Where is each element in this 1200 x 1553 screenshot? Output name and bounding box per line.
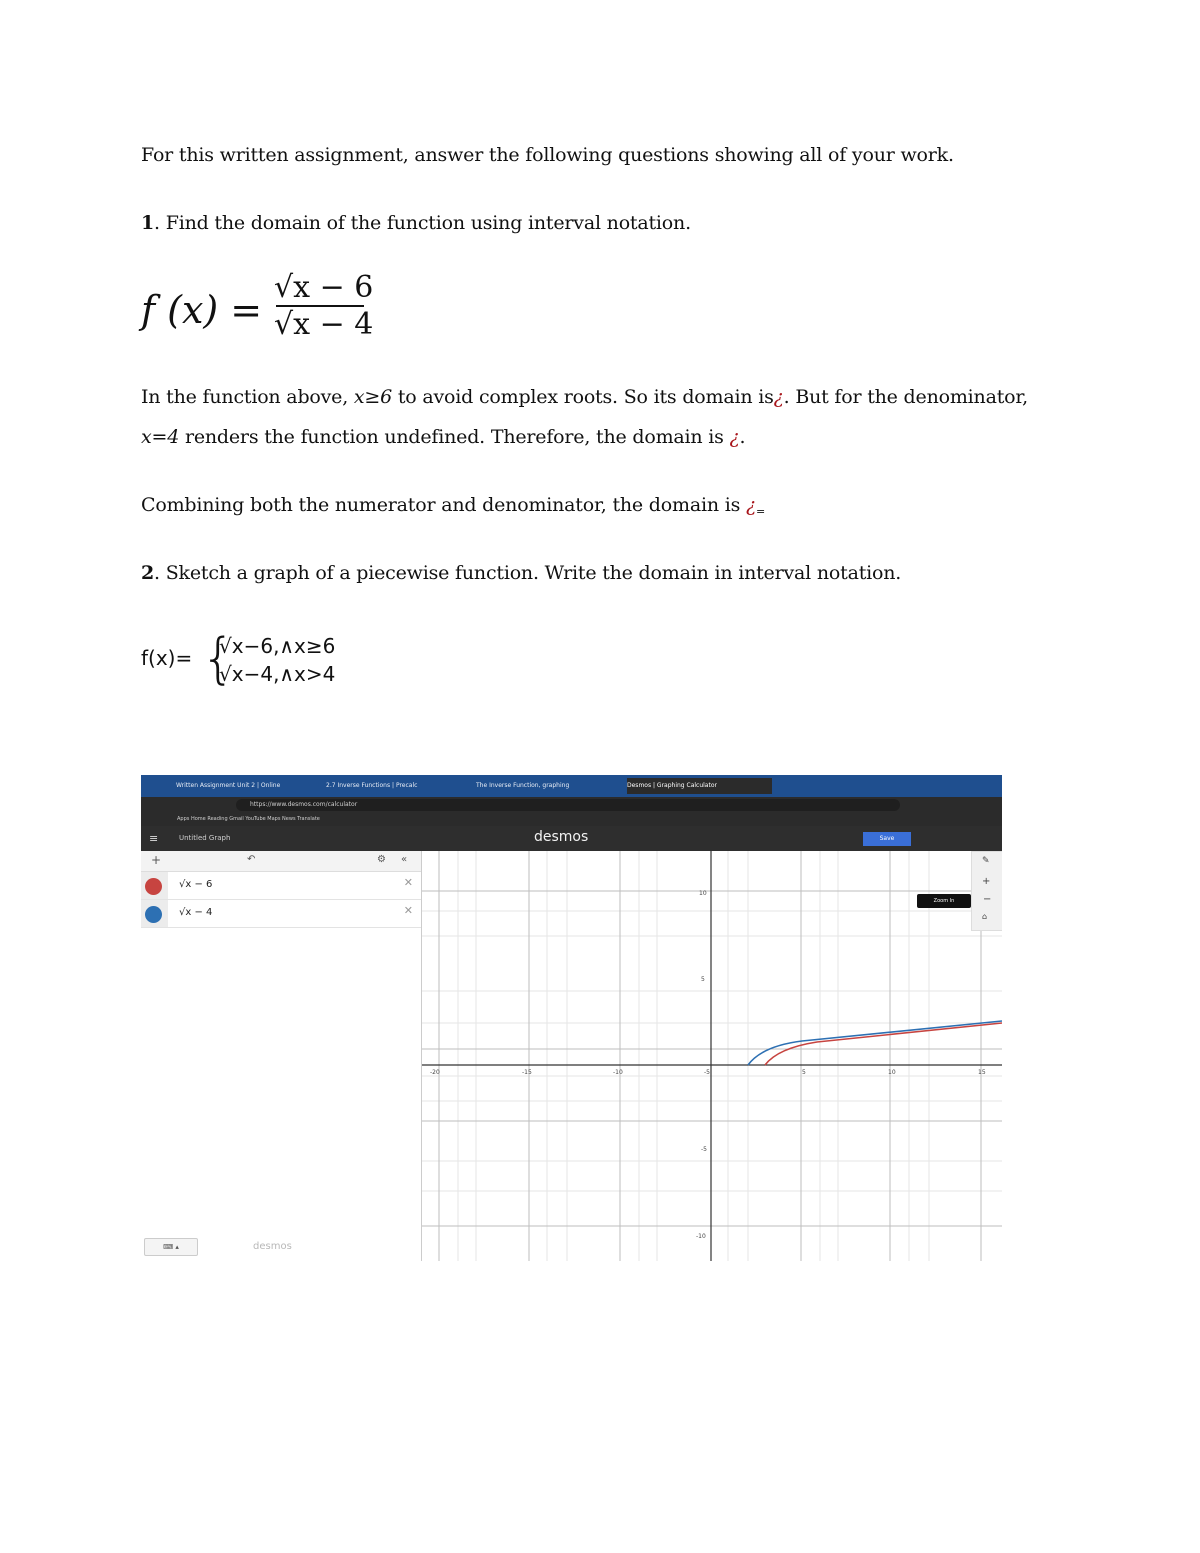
answer-1-text-f: Combining both the numerator and denominator, the domain is <box>141 494 746 516</box>
answer-1-text-g: = <box>755 505 766 518</box>
formula-2-row-2: √x−4,∧x>4 <box>219 662 336 686</box>
expression-row[interactable] <box>141 900 421 928</box>
tooltip: Zoom In <box>917 894 971 908</box>
x-tick-label: -5 <box>704 1069 710 1076</box>
missing-char-mark: ¿ <box>773 386 784 408</box>
answer-1-line-1 <box>141 386 1028 408</box>
question-2-number: 2 <box>141 562 155 584</box>
x-tick-label: -20 <box>430 1069 440 1076</box>
expression-toolbar <box>141 851 421 872</box>
formula-1-denominator: √x − 4 <box>274 307 374 342</box>
bookmarks-bar <box>141 813 1002 826</box>
formula-2-lhs: f(x)= <box>141 646 193 670</box>
gear-icon[interactable]: ⚙ <box>377 854 386 865</box>
x-tick-label: 5 <box>802 1069 806 1076</box>
question-2-text: . Sketch a graph of a piecewise function. Write the domain in interval notation. <box>154 562 902 584</box>
answer-1-text-d: renders the function undefined. Therefore, the domain is <box>179 426 730 448</box>
expression-row[interactable] <box>141 872 421 900</box>
browser-tab[interactable]: Written Assignment Unit 2 | Online <box>176 782 281 789</box>
missing-char-mark: ¿ <box>745 494 756 516</box>
y-tick-label: 10 <box>699 890 707 897</box>
answer-1-text-e: . <box>739 426 746 448</box>
home-icon[interactable]: ⌂ <box>982 912 988 921</box>
browser-tab-active[interactable]: Desmos | Graphing Calculator <box>627 778 772 794</box>
formula-1-fraction <box>274 270 374 342</box>
url-field[interactable]: https://www.desmos.com/calculator <box>236 799 900 811</box>
answer-1-text-b: to avoid complex roots. So its domain is <box>392 386 774 408</box>
desmos-header <box>141 826 1002 851</box>
browser-tab-bar <box>141 775 1002 797</box>
desmos-screenshot <box>141 775 1002 1261</box>
blue-curve-icon[interactable] <box>145 906 162 923</box>
formula-1-numerator: √x − 6 <box>274 270 374 305</box>
x-tick-label: 10 <box>888 1069 896 1076</box>
answer-1-line-2 <box>141 426 745 448</box>
question-1-number: 1 <box>141 212 155 234</box>
graph-canvas[interactable] <box>422 851 1002 1261</box>
zoom-in-icon[interactable]: + <box>982 876 991 887</box>
graph-title[interactable]: Untitled Graph <box>179 834 231 842</box>
bookmarks-text[interactable]: Apps Home Reading Gmail YouTube Maps News Translate <box>177 816 320 822</box>
close-icon[interactable]: ✕ <box>403 904 413 917</box>
menu-icon[interactable]: ≡ <box>149 832 159 845</box>
formula-2-row-1: √x−6,∧x≥6 <box>219 634 336 658</box>
x-tick-label: -15 <box>522 1069 532 1076</box>
y-tick-label: -5 <box>701 1146 707 1153</box>
question-1-text: . Find the domain of the function using interval notation. <box>154 212 691 234</box>
zoom-controls <box>971 851 1002 931</box>
zoom-out-icon[interactable]: − <box>983 894 992 905</box>
undo-icon[interactable]: ↶ <box>247 854 256 865</box>
answer-1-line-3 <box>141 494 765 518</box>
question-1-heading <box>141 212 691 234</box>
answer-1-condition: x≥6 <box>353 386 393 408</box>
y-tick-label: -10 <box>696 1233 706 1240</box>
expression-2[interactable]: √x − 4 <box>179 907 213 918</box>
answer-1-condition-2: x=4 <box>141 426 180 448</box>
address-bar <box>141 797 1002 813</box>
missing-char-mark: ¿ <box>729 426 740 448</box>
formula-1-lhs: f (x) = <box>141 288 263 332</box>
close-icon[interactable]: ✕ <box>403 876 413 889</box>
intro-text: For this written assignment, answer the following questions showing all of your work. <box>141 144 954 166</box>
wrench-icon[interactable]: ✎ <box>982 856 990 866</box>
collapse-icon[interactable]: « <box>401 854 408 865</box>
x-tick-label: -10 <box>613 1069 623 1076</box>
expression-1[interactable]: √x − 6 <box>179 879 213 890</box>
browser-tab[interactable]: 2.7 Inverse Functions | Precalc <box>326 782 418 789</box>
expression-panel <box>141 851 422 1261</box>
question-2-heading <box>141 562 901 584</box>
answer-1-text-a: In the function above, <box>141 386 349 408</box>
add-icon[interactable]: + <box>151 853 162 867</box>
keyboard-icon[interactable]: ⌨ ▴ <box>144 1238 198 1256</box>
powered-by-desmos: desmos <box>253 1241 292 1252</box>
y-tick-label: 5 <box>701 976 705 983</box>
desmos-logo: desmos <box>534 829 589 845</box>
red-curve-icon[interactable] <box>145 878 162 895</box>
x-tick-label: 15 <box>978 1069 986 1076</box>
browser-tab[interactable]: The Inverse Function, graphing <box>476 782 570 789</box>
save-button[interactable]: Save <box>863 832 911 846</box>
brace-icon: { <box>201 627 236 690</box>
answer-1-text-c: . But for the denominator, <box>783 386 1029 408</box>
